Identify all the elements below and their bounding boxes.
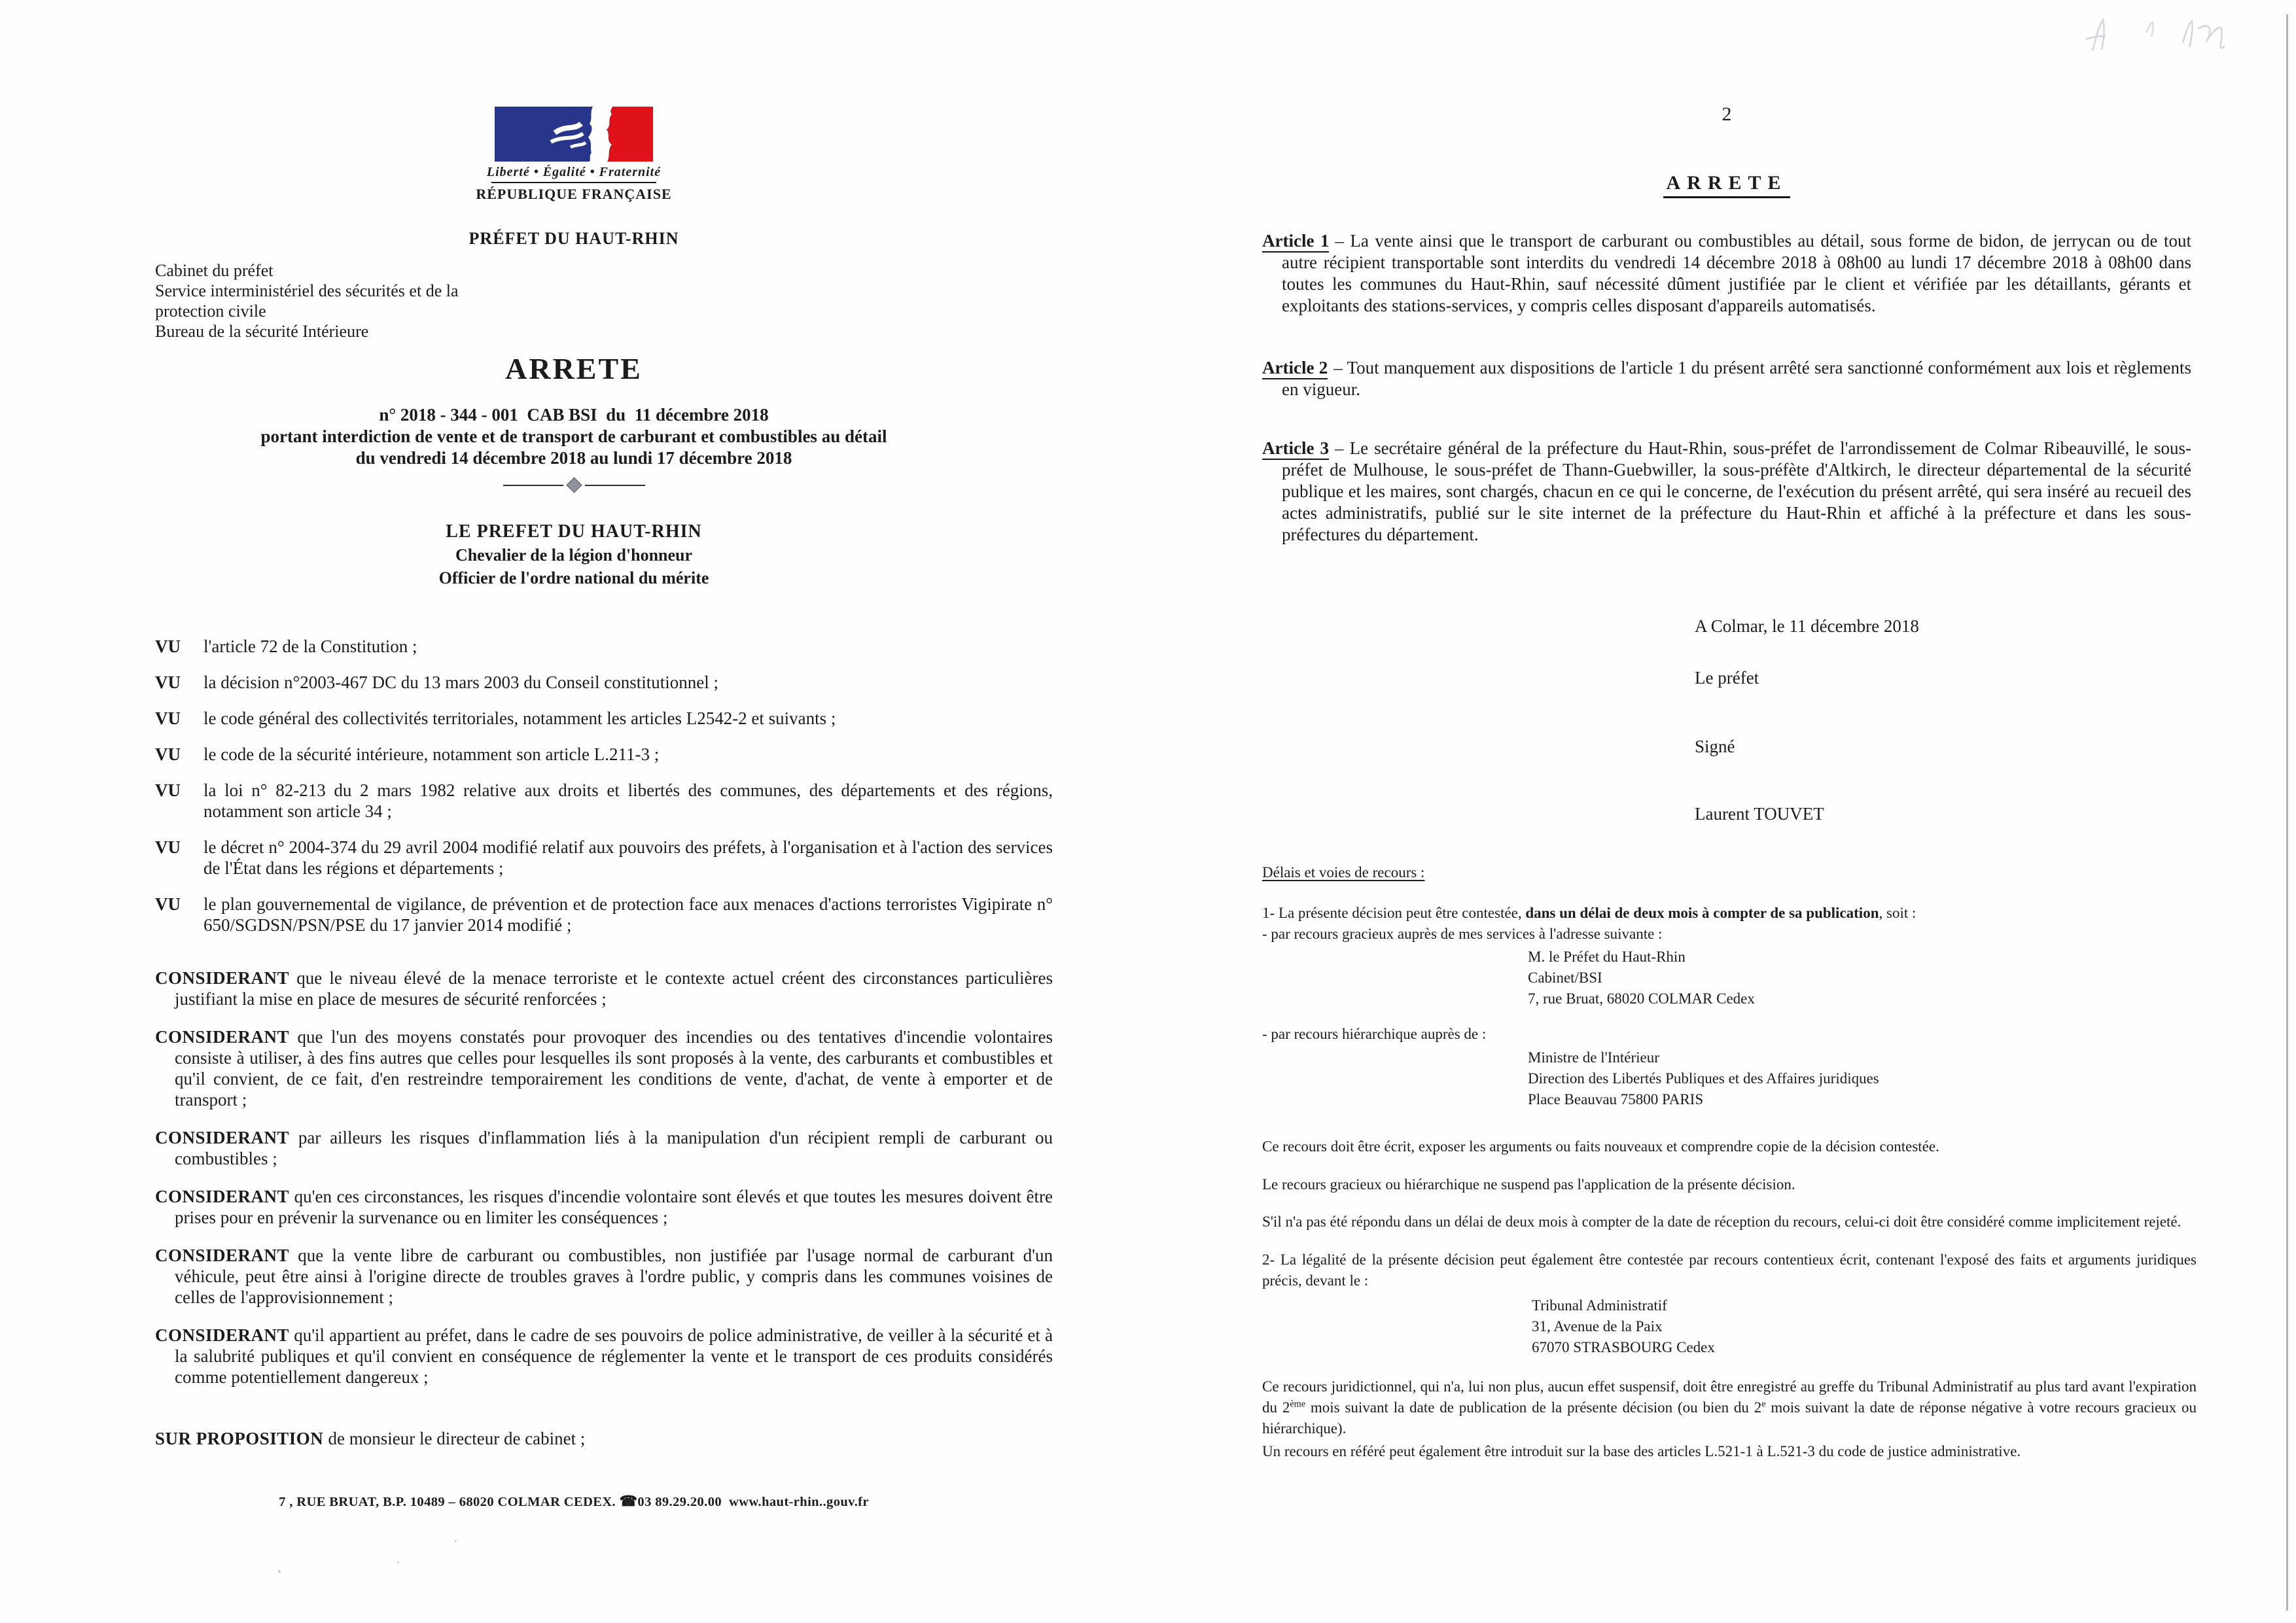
- recours-p6-sup1: ème: [1290, 1399, 1306, 1410]
- prefet-honor-1: Chevalier de la légion d'honneur: [455, 546, 693, 565]
- handwritten-annotation: [2055, 5, 2257, 77]
- considerant-item: [155, 1186, 1053, 1228]
- footer-url: www.haut-rhin..gouv.fr: [729, 1495, 869, 1509]
- recours-p6: [1262, 1376, 2197, 1439]
- recours-p3: Le recours gracieux ou hiérarchique ne suspend pas l'application de la présente décision.: [1262, 1176, 1795, 1193]
- page1-footer: [126, 1493, 1022, 1510]
- recours-p7: Un recours en référé peut également être introduit sur la base des articles L.521-1 à L.521-3 du code de justice administrative.: [1262, 1443, 2021, 1459]
- tribunal-address: [1532, 1295, 2197, 1358]
- vu-item: [155, 894, 1053, 935]
- considerant-text: par ailleurs les risques d'inflammation liés à la manipulation d'un récipient rempli de carburant ou combustibles ;: [175, 1128, 1053, 1168]
- signature-place-date: A Colmar, le 11 décembre 2018: [1695, 616, 1919, 636]
- ornament-line: [503, 485, 563, 486]
- ornament-divider: [126, 480, 1022, 491]
- address-line: 67070 STRASBOURG Cedex: [1532, 1339, 1715, 1355]
- sur-proposition-label: SUR PROPOSITION: [155, 1429, 328, 1448]
- considerant-item: [155, 1127, 1053, 1169]
- vu-label: VU: [155, 780, 181, 800]
- decree-subtitle-1: portant interdiction de vente et de transport de carburant et combustibles au détail: [260, 427, 887, 446]
- considerant-item: [155, 1026, 1053, 1110]
- vu-item: [155, 837, 1053, 879]
- prefet-heading-block: [126, 520, 1022, 589]
- address-line: 31, Avenue de la Paix: [1532, 1318, 1663, 1335]
- address-line: 7, rue Bruat, 68020 COLMAR Cedex: [1528, 990, 1755, 1007]
- recours-p1-bold: dans un délai de deux mois à compter de sa publication: [1525, 905, 1879, 921]
- decree-number: n° 2018 - 344 - 001 CAB BSI du 11 décembre 2018: [379, 405, 769, 425]
- footer-phone: 03 89.29.20.00: [637, 1495, 730, 1509]
- vu-label: VU: [155, 708, 181, 728]
- diamond-icon: [566, 477, 582, 493]
- considerant-item: [155, 1325, 1053, 1387]
- signature-title: Le préfet: [1695, 668, 1759, 688]
- recours-p2: Ce recours doit être écrit, exposer les arguments ou faits nouveaux et comprendre copie de la décision contestée.: [1262, 1138, 1939, 1155]
- recours-p6-sup2: e: [1761, 1399, 1766, 1410]
- document-title: ARRETE: [505, 352, 643, 385]
- recours-hierarchique-intro: - par recours hiérarchique auprès de :: [1262, 1026, 1487, 1042]
- hierarchique-address: [1528, 1047, 2197, 1110]
- scan-speck: [278, 1570, 281, 1573]
- vu-item: [155, 708, 1053, 729]
- logo-republic: RÉPUBLIQUE FRANÇAISE: [476, 186, 672, 202]
- considerant-text: que le niveau élevé de la menace terroriste et le contexte actuel créent des circonstances particulières justifiant la mise en place de mesures de sécurité renforcées ;: [175, 968, 1053, 1009]
- republic-header: [126, 107, 1022, 249]
- vu-label: VU: [155, 672, 181, 692]
- recours-p6-b: mois suivant la date de publication de la présente décision (ou bien du 2: [1305, 1399, 1762, 1416]
- address-line: Ministre de l'Intérieur: [1528, 1049, 1659, 1066]
- title-block: [126, 352, 1022, 491]
- address-line: M. le Préfet du Haut-Rhin: [1528, 949, 1686, 965]
- prefet-heading: LE PREFET DU HAUT-RHIN: [446, 521, 702, 542]
- considerant-list: [155, 968, 1053, 1449]
- vu-list: [155, 636, 1053, 951]
- vu-item: [155, 636, 1053, 657]
- service-line: protection civile: [155, 302, 266, 321]
- considerant-text: qu'en ces circonstances, les risques d'incendie volontaire sont élevés et que toutes les mesures doivent être prises pour en prévenir la survenance ou en limiter les conséquences ;: [175, 1187, 1053, 1227]
- logo-rule: [491, 182, 656, 183]
- recours-p6-a: Ce recours juridictionnel, qui n'a, lui non plus, aucun effet suspensif, doit être enregistré au greffe du Tribunal Administratif au plus tard avant l'expiration du 2: [1262, 1378, 2197, 1416]
- vu-text: le décret n° 2004-374 du 29 avril 2004 modifié relatif aux pouvoirs des préfets, à l'organisation et à l'action des services de l'État dans les régions et départements ;: [203, 837, 1053, 878]
- service-line: Cabinet du préfet: [155, 261, 274, 280]
- page-number: 2: [1722, 103, 1732, 125]
- article-2-text: – Tout manquement aux dispositions de l'article 1 du présent arrêté sera sanctionné conformément aux lois et règlements en vigueur.: [1282, 358, 2192, 399]
- recours-p1-a: 1- La présente décision peut être contestée,: [1262, 905, 1526, 921]
- articles-block: [1262, 230, 2191, 546]
- vu-item: [155, 780, 1053, 822]
- article-3-label: Article 3: [1262, 438, 1329, 460]
- signature-signed: Signé: [1695, 737, 1735, 756]
- considerant-text: que la vente libre de carburant ou combustibles, non justifiée par l'usage normal de carburant d'un véhicule, peut être ainsi à l'origine directe de troubles graves à l'ordre public, y compris dans les communes voisines de celles de l'approvisionnement ;: [175, 1246, 1053, 1307]
- recours-section: [1262, 862, 2197, 1462]
- article-3: [1262, 438, 2191, 546]
- article-1-label: Article 1: [1262, 231, 1329, 253]
- recours-p5: 2- La légalité de la présente décision peut également être contestée par recours contentieux écrit, contenant l'exposé des faits et arguments juridiques précis, devant le :: [1262, 1251, 2197, 1289]
- phone-icon: ☎: [619, 1493, 638, 1509]
- vu-label: VU: [155, 837, 181, 857]
- sur-proposition-text: de monsieur le directeur de cabinet ;: [328, 1429, 586, 1448]
- considerant-label: CONSIDERANT: [155, 1325, 294, 1345]
- vu-label: VU: [155, 894, 181, 914]
- footer-address: 7 , RUE BRUAT, B.P. 10489 – 68020 COLMAR CEDEX.: [279, 1495, 620, 1509]
- address-line: Tribunal Administratif: [1532, 1297, 1667, 1314]
- considerant-label: CONSIDERANT: [155, 1246, 298, 1265]
- prefet-honor-2: Officier de l'ordre national du mérite: [438, 568, 709, 587]
- address-line: Cabinet/BSI: [1528, 969, 1602, 986]
- vu-item: [155, 672, 1053, 693]
- recours-p6-c: mois suivant la date de réponse négative à votre recours gracieux ou hiérarchique).: [1262, 1399, 2197, 1437]
- vu-text: le plan gouvernemental de vigilance, de prévention et de protection face aux menaces d'actions terroristes Vigipirate n° 650/SGDSN/PSN/PSE du 17 janvier 2014 modifié ;: [203, 894, 1053, 935]
- considerant-label: CONSIDERANT: [155, 1187, 294, 1206]
- recours-p1-c: , soit :: [1879, 905, 1916, 921]
- article-1: [1262, 230, 2191, 317]
- service-line: Service interministériel des sécurités et de la: [155, 281, 459, 300]
- decree-subtitle-2: du vendredi 14 décembre 2018 au lundi 17 décembre 2018: [355, 448, 792, 468]
- considerant-text: qu'il appartient au préfet, dans le cadre de ses pouvoirs de police administrative, de veiller à la sécurité et à la salubrité publiques et qu'il convient en conséquence de réglementer la vente et le transport de ces produits considérés comme potentiellement dangereux ;: [175, 1325, 1053, 1387]
- vu-label: VU: [155, 744, 181, 764]
- vu-text: le code de la sécurité intérieure, notamment son article L.211-3 ;: [203, 744, 660, 764]
- scan-edge-line: [2286, 14, 2288, 1611]
- article-2-label: Article 2: [1262, 358, 1328, 379]
- considerant-item: [155, 968, 1053, 1009]
- sur-proposition: [155, 1428, 1053, 1449]
- recours-heading: Délais et voies de recours :: [1262, 864, 1425, 881]
- logo-motto: Liberté • Égalité • Fraternité: [486, 165, 662, 179]
- service-block: [155, 260, 521, 341]
- address-line: Place Beauvau 75800 PARIS: [1528, 1091, 1704, 1108]
- marianne-flag-icon: [495, 107, 653, 162]
- vu-label: VU: [155, 637, 181, 656]
- vu-text: l'article 72 de la Constitution ;: [203, 637, 417, 656]
- vu-text: le code général des collectivités territoriales, notamment les articles L2542-2 et suivants ;: [203, 708, 836, 728]
- vu-text: la loi n° 82-213 du 2 mars 1982 relative aux droits et libertés des communes, des départements et des régions, notamment son article 34 ;: [203, 780, 1053, 821]
- considerant-label: CONSIDERANT: [155, 968, 297, 988]
- page-2: [1148, 0, 2296, 1623]
- recours-p1: [1262, 903, 2197, 924]
- signature-block: [1695, 616, 1919, 824]
- recours-gracieux-intro: - par recours gracieux auprès de mes services à l'adresse suivante :: [1262, 926, 1663, 942]
- service-line: Bureau de la sécurité Intérieure: [155, 322, 369, 341]
- vu-text: la décision n°2003-467 DC du 13 mars 2003 du Conseil constitutionnel ;: [203, 672, 718, 692]
- considerant-item: [155, 1245, 1053, 1308]
- vu-item: [155, 744, 1053, 765]
- article-1-text: – La vente ainsi que le transport de carburant ou combustibles au détail, sous forme de bidon, de jerrycan ou de tout autre récipient transportable sont interdits du vendredi 14 décembre 2018 à 08h00 au lundi 17 décembre 2018 à 08h00 dans toutes les communes du Haut-Rhin, sauf nécessité dûment justifiée par le client et vérifiée par les détaillants, gérants et exploitants des stations-services, y compris celles disposant d'appareils automatisés.: [1282, 231, 2191, 315]
- considerant-label: CONSIDERANT: [155, 1027, 298, 1047]
- arrete-heading-wrap: [1262, 171, 2191, 198]
- considerant-text: que l'un des moyens constatés pour provoquer des incendies ou des tentatives d'incendie volontaires consiste à utiliser, à des fins autres que celles pour lesquelles ils sont proposés à la vente, des carburants et combustibles et qu'il convient, de ce fait, d'en restreindre temporairement les conditions de vente, d'achat, de vente à emporter et de transport ;: [175, 1027, 1053, 1109]
- recours-paragraph-1: [1262, 903, 2197, 945]
- scan-speck: [455, 1540, 457, 1542]
- ornament-line: [585, 485, 645, 486]
- prefet-title: PRÉFET DU HAUT-RHIN: [468, 229, 679, 248]
- gracieux-address: [1528, 947, 2197, 1009]
- arrete-heading: ARRETE: [1663, 171, 1790, 198]
- article-3-text: – Le secrétaire général de la préfecture du Haut-Rhin, sous-préfet de l'arrondissement de Colmar Ribeauvillé, le sous-préfet de Mulhouse, le sous-préfet de Thann-Guebwiller, la sous-préfète d'Altkirch, le directeur départemental de la sécurité publique et les maires, sont chargés, chacun en ce qui le concerne, de l'exécution du présent arrêté, qui sera inséré au recueil des actes administratifs, publié sur le site internet de la préfecture du Haut-Rhin et affiché à la préfecture et dans les sous-préfectures du département.: [1282, 438, 2191, 544]
- address-line: Direction des Libertés Publiques et des Affaires juridiques: [1528, 1070, 1879, 1087]
- signature-name: Laurent TOUVET: [1695, 804, 1824, 824]
- scan-speck: [397, 1562, 399, 1563]
- article-2: [1262, 357, 2191, 400]
- recours-p4: S'il n'a pas été répondu dans un délai de deux mois à compter de la date de réception du recours, celui-ci doit être considéré comme implicitement rejeté.: [1262, 1213, 2181, 1230]
- considerant-label: CONSIDERANT: [155, 1128, 298, 1147]
